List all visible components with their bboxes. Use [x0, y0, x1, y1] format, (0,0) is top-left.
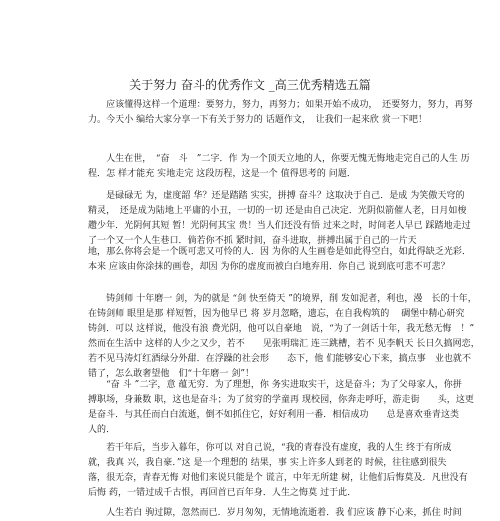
document-title: 关于努力 奋斗的优秀作文 _高三优秀精选五篇 — [129, 78, 371, 92]
paragraph — [88, 189, 471, 249]
paragraph — [88, 152, 470, 182]
text-line: 应该懂得这样一个道理：要努力，努力，再努力；如果开始不成功， 还要努力，努力，再努 — [88, 100, 473, 110]
text-line: 若不见马涛灯红酒绿分外甜．在浮躁的社会形 态下，他 们能够安心下来，搞点事 业也就不 — [88, 354, 472, 364]
text-line: 人生若白 驹过隙，忽然而已．岁月匆匆，无情地流逝着．我 们应该 静下心来，抓住 时间 — [88, 508, 462, 518]
text-line: 本来 应该由你涂抹的画卷，却因 为你的虚度而被白白地弃用．你自己 说到底可悲不可悲？ — [88, 262, 450, 272]
text-line: 后悔 药，一错过成千古恨，再回首已百年身．人生之悔莫 过于此． — [88, 488, 357, 498]
text-line: “奋 斗 ”二字，意 蕴无穷．为了理想，你 务实进取实干，这是奋斗；为了父母家人，你拼 — [88, 380, 462, 390]
paragraph — [88, 292, 480, 382]
paragraph — [88, 441, 468, 501]
paragraph — [88, 98, 473, 128]
text-line: 趱少年．光阴何其短 暂！光阴何其宝 贵！当人们还没有悟 过来之时，时间老人早已 踩踏地走过 — [88, 221, 471, 231]
text-line: 搏职场，身兼数 职，这也是奋斗；为了贫穷的学童再 现校园，你奔走呼吁，游走街 头，这更 — [88, 395, 474, 405]
text-line: 精灵， 还是成为陆地上平庸的小丑，一切的一切 还是由自己决定．光阴似箭催人老，日月如梭 — [88, 206, 467, 216]
text-line: 若干年后，当步入暮年，你可以 对自己说，“我的青春没有虚度，我的人生 终于有所成 — [88, 443, 452, 453]
text-line: 是碌碌无 为，虚度韶 华？还是踏踏 实实，拼搏 奋斗？这取决于自己．是成 为笑傲天穹的 — [88, 191, 465, 201]
text-line: 了一个又一个人生巷口．倘若你不抓 紧时间，奋斗进取，拼搏出属于自己的一片天 — [88, 236, 417, 246]
paragraph — [88, 506, 462, 521]
text-line: 地，那么你将会是一个既可悲又可怜的人．因 为你的人生画卷是如此得空白，如此得缺乏光彩． — [88, 247, 472, 257]
text-line: 就，我真 兴，我自豪．”这 是一个理想的 结果，事 实上许多人到老的 时候，往往感到很失 — [88, 458, 447, 468]
text-line: 程．怎 样才能充 实地走完 这段历程，这是一个 值得思考的 问题． — [88, 169, 356, 179]
text-line: 人的． — [88, 425, 116, 435]
paragraph — [88, 245, 472, 275]
paragraph — [88, 378, 474, 438]
text-line: 力。今天小 编给大家分享一下有关于努力的 话题作文， 让我们一起来欣 赏一下吧！ — [88, 115, 428, 125]
text-line: 落，很无奈，青春无悔 对他们来说只能是个 谎言，中年无所建 树，让他们后悔莫及．凡世没有 — [88, 473, 468, 483]
text-line: 错了，怎么敢奢望他 们“十年磨一 剑”！ — [88, 369, 255, 379]
text-line: 然而在生活中 这样的人少之又少，若不 见张明瑞汇 连三跳槽，若不 见李帆天 长日久搞网恋， — [88, 339, 480, 349]
text-line: 人生在世， “奋 斗 ”二字．作 为一个顶天立地的人，你要无愧无悔地走完自己的人生 历 — [88, 154, 470, 164]
text-line: 在铸剑师 眼里是那 样短暂，因为他早已 将 岁月忽略，遗忘，在自我构筑的 碉堡中精心研究 — [88, 309, 465, 319]
text-line: 是奋斗．与其任而白白流逝，倒不如抓住它，好好利用一番．相信成功 总是喜欢垂青这类 — [88, 410, 460, 420]
text-line: 铸剑师 十年磨一 剑，为的就是 “剑 快至倚天 ”的境界，削 发如泥者，利也，漫 长的十年， — [88, 294, 477, 304]
text-line: 铸剑．可以 这样说，他没有浪 费光阴，他可以自豪地 说，“为了一剑话十年，我无愁无悔 ！” — [88, 324, 475, 334]
